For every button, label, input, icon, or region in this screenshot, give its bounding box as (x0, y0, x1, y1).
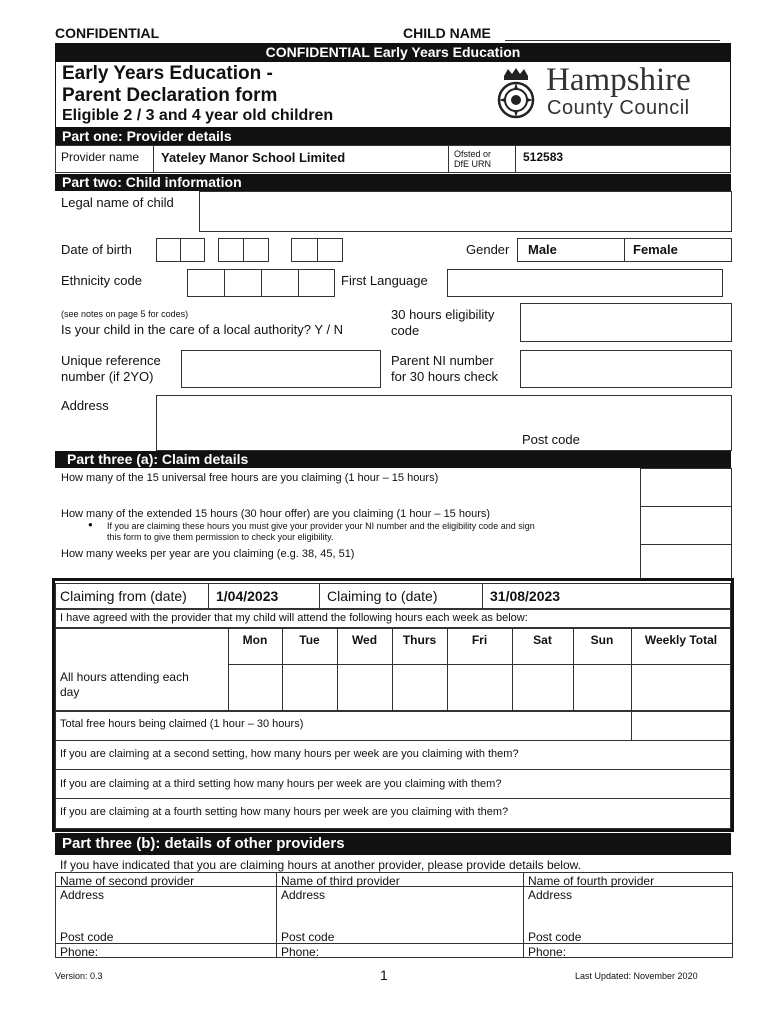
page-number: 1 (380, 967, 388, 983)
extended-hours-field[interactable] (640, 506, 732, 545)
title-line3: Eligible 2 / 3 and 4 year old children (62, 107, 334, 124)
dob-digit[interactable] (317, 238, 343, 262)
claiming-from-value[interactable]: 1/04/2023 (216, 588, 279, 604)
address-label: Address (61, 398, 109, 413)
gender-male[interactable]: Male (528, 242, 557, 257)
claiming-to-label: Claiming to (date) (327, 588, 438, 604)
urn-child-field[interactable] (181, 350, 381, 388)
bullet-text-1: If you are claiming these hours you must give your provider your NI number and the eligibility code and sign (107, 521, 535, 531)
claiming-from-label: Claiming from (date) (60, 588, 187, 604)
total-free-label: Total free hours being claimed (1 hour – 30 hours) (60, 718, 304, 730)
legal-name-label: Legal name of child (61, 195, 174, 210)
third-setting-label: If you are claiming at a third setting how many hours per week are you claiming with them? (60, 778, 502, 790)
hampshire-crest-icon (490, 66, 542, 125)
fourth-provider-address[interactable]: Address (528, 888, 573, 902)
eligibility-label-2: code (391, 323, 420, 338)
logo-sub: County Council (547, 97, 690, 119)
other-providers-intro: If you have indicated that you are claiming hours at another provider, please provide details below. (60, 858, 581, 872)
urn-child-label-1: Unique reference (61, 353, 161, 368)
banner: CONFIDENTIAL Early Years Education (55, 43, 731, 61)
codes-note: (see notes on page 5 for codes) (61, 309, 189, 319)
urn-value[interactable]: 512583 (523, 150, 564, 164)
fourth-setting-field[interactable] (632, 799, 730, 828)
ethnicity-char[interactable] (298, 269, 335, 297)
urn-child-label-2: number (if 2YO) (61, 369, 154, 384)
provider-row (55, 145, 731, 173)
part-one-heading: Part one: Provider details (55, 128, 731, 145)
second-provider-phone[interactable]: Phone: (60, 945, 99, 959)
logo-name: Hampshire (546, 62, 691, 98)
part-two-heading: Part two: Child information (55, 174, 731, 191)
ni-number-field[interactable] (520, 350, 732, 388)
eligibility-label-1: 30 hours eligibility (391, 307, 495, 322)
child-name-label: CHILD NAME (403, 25, 491, 41)
day-thurs: Thurs (402, 633, 437, 647)
claiming-to-value[interactable]: 31/08/2023 (490, 588, 561, 604)
ni-label-1: Parent NI number (391, 353, 494, 368)
ethnicity-char[interactable] (224, 269, 262, 297)
first-language-label: First Language (341, 273, 428, 288)
universal-hours-field[interactable] (640, 468, 732, 507)
urn-label-1: Ofsted or (454, 149, 492, 159)
all-hours-label-1: All hours attending each (60, 670, 189, 684)
q-weeks: How many weeks per year are you claiming (e.g. 38, 45, 51) (61, 548, 355, 560)
postcode-label: Post code (522, 432, 580, 447)
all-hours-label-2: day (60, 685, 80, 699)
last-updated: Last Updated: November 2020 (575, 971, 698, 981)
weeks-field[interactable] (640, 544, 732, 580)
agreed-text: I have agreed with the provider that my child will attend the following hours each week as below: (60, 612, 528, 624)
provider-name-label: Provider name (61, 150, 140, 164)
weekly-total-header: Weekly Total (644, 633, 718, 647)
day-tue: Tue (299, 633, 320, 647)
second-provider-name-label[interactable]: Name of second provider (60, 874, 195, 888)
fourth-provider-postcode[interactable]: Post code (528, 930, 582, 944)
fourth-provider-name-label[interactable]: Name of fourth provider (528, 874, 655, 888)
gender-female[interactable]: Female (633, 242, 678, 257)
version: Version: 0.3 (55, 971, 103, 981)
third-setting-field[interactable] (632, 770, 730, 798)
second-provider-postcode[interactable]: Post code (60, 930, 114, 944)
eligibility-code-field[interactable] (520, 303, 732, 342)
part-three-a-heading: Part three (a): Claim details (55, 451, 731, 468)
third-provider-phone[interactable]: Phone: (281, 945, 320, 959)
dob-digit[interactable] (156, 238, 181, 262)
confidential-label: CONFIDENTIAL (55, 25, 160, 41)
third-provider-address[interactable]: Address (281, 888, 326, 902)
q-extended: How many of the extended 15 hours (30 hour offer) are you claiming (1 hour – 15 hours) (61, 508, 491, 520)
third-provider-name-label[interactable]: Name of third provider (281, 874, 400, 888)
q-universal: How many of the 15 universal free hours are you claiming (1 hour – 15 hours) (61, 472, 439, 484)
day-sun: Sun (590, 633, 614, 647)
second-setting-label: If you are claiming at a second setting, how many hours per week are you claiming with them? (60, 748, 519, 760)
child-name-line[interactable] (505, 40, 720, 41)
first-language-field[interactable] (447, 269, 723, 297)
part-three-b-heading: Part three (b): details of other providers (55, 833, 731, 855)
day-sat: Sat (533, 633, 552, 647)
gender-label: Gender (466, 242, 510, 257)
third-provider-postcode[interactable]: Post code (281, 930, 335, 944)
ethnicity-label: Ethnicity code (61, 273, 142, 288)
ethnicity-char[interactable] (261, 269, 299, 297)
day-mon: Mon (242, 633, 268, 647)
dob-digit[interactable] (180, 238, 205, 262)
bullet-icon: ● (88, 520, 93, 529)
dob-digit[interactable] (218, 238, 244, 262)
fourth-setting-label: If you are claiming at a fourth setting how many hours per week are you claiming with them? (60, 806, 509, 818)
dob-label: Date of birth (61, 242, 132, 257)
provider-name-value[interactable]: Yateley Manor School Limited (161, 150, 346, 165)
dob-digit[interactable] (291, 238, 318, 262)
ni-label-2: for 30 hours check (391, 369, 498, 384)
care-question[interactable]: Is your child in the care of a local authority? Y / N (61, 322, 344, 337)
dob-digit[interactable] (243, 238, 269, 262)
legal-name-field[interactable] (199, 191, 732, 232)
fourth-provider-phone[interactable]: Phone: (528, 945, 567, 959)
day-fri: Fri (471, 633, 488, 647)
address-field[interactable] (156, 395, 732, 451)
title-line1: Early Years Education - (62, 63, 273, 84)
urn-label-2: DfE URN (454, 159, 492, 169)
second-provider-address[interactable]: Address (60, 888, 105, 902)
ethnicity-char[interactable] (187, 269, 225, 297)
second-setting-field[interactable] (632, 741, 730, 769)
total-free-field[interactable] (632, 712, 730, 740)
day-wed: Wed (351, 633, 378, 647)
title-line2: Parent Declaration form (62, 85, 278, 106)
bullet-text-2: this form to give them permission to check your eligibility. (107, 532, 334, 542)
